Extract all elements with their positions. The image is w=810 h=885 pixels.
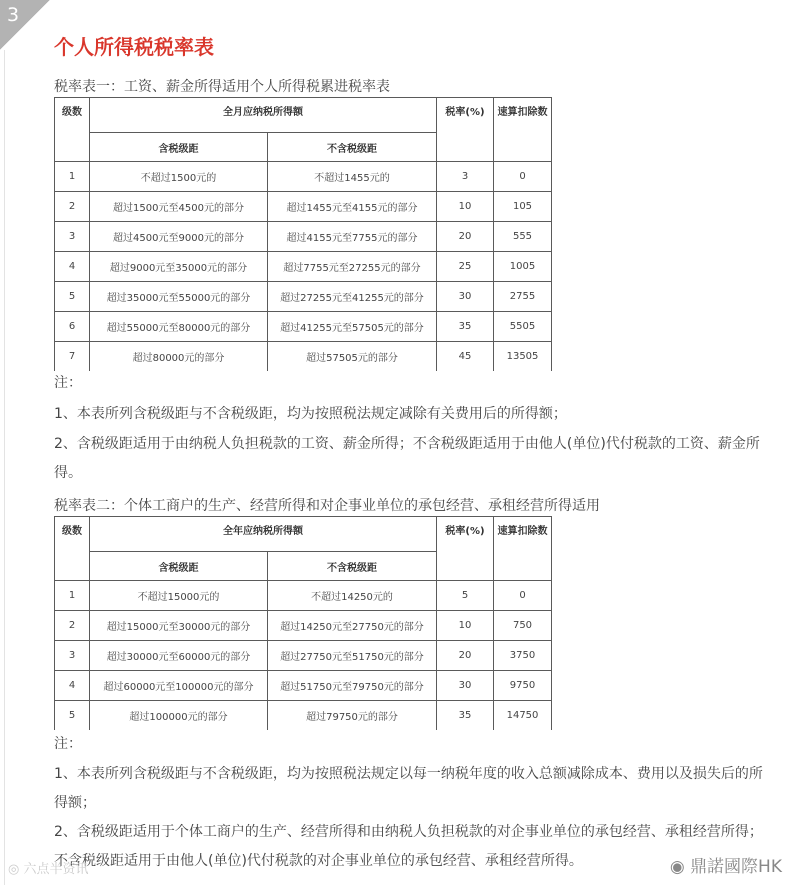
cell-excl: 超过1455元至4155元的部分	[268, 192, 437, 222]
wechat-icon: ◉	[669, 857, 685, 877]
notes2-item-1: 1、本表所列含税级距与不含税级距，均为按照税法规定以每一纳税年度的收入总额减除成本、费用以及损失后的所得额；	[54, 766, 763, 811]
cell-incl: 超过9000元至35000元的部分	[90, 252, 268, 282]
header-deduction: 速算扣除数	[494, 98, 552, 162]
cell-level: 7	[55, 342, 90, 372]
table-row	[55, 252, 552, 282]
cell-level: 5	[55, 701, 90, 731]
cell-rate: 3	[437, 162, 494, 192]
cell-excl: 不超过14250元的	[268, 581, 437, 611]
cell-rate: 10	[437, 192, 494, 222]
cell-incl: 超过15000元至30000元的部分	[90, 611, 268, 641]
page-title: 个人所得税税率表	[54, 35, 214, 59]
cell-excl: 不超过1455元的	[268, 162, 437, 192]
header-rate: 税率(%)	[437, 98, 494, 162]
table-row	[55, 282, 552, 312]
cell-level: 6	[55, 312, 90, 342]
cell-deduct: 3750	[494, 641, 552, 671]
watermark-left	[8, 858, 89, 877]
cell-deduct: 5505	[494, 312, 552, 342]
tax-table-2	[54, 516, 552, 730]
cell-incl: 超过35000元至55000元的部分	[90, 282, 268, 312]
watermark-right	[670, 852, 782, 877]
cell-deduct: 9750	[494, 671, 552, 701]
cell-excl: 超过14250元至27750元的部分	[268, 611, 437, 641]
cell-excl: 超过57505元的部分	[268, 342, 437, 372]
header-income-group: 全年应纳税所得额	[90, 517, 437, 552]
cell-rate: 20	[437, 222, 494, 252]
cell-rate: 45	[437, 342, 494, 372]
cell-incl: 超过100000元的部分	[90, 701, 268, 731]
cell-rate: 30	[437, 282, 494, 312]
notes1-item-2: 2、含税级距适用于由纳税人负担税款的工资、薪金所得；不含税级距适用于由他人(单位)代付税款的工资、薪金所得。	[54, 436, 760, 481]
table-row	[55, 342, 552, 372]
header-tax-exclusive: 不含税级距	[268, 133, 437, 162]
header-rate: 税率(%)	[437, 517, 494, 581]
header-tax-inclusive: 含税级距	[90, 552, 268, 581]
cell-rate: 25	[437, 252, 494, 282]
cell-level: 1	[55, 162, 90, 192]
table-row	[55, 192, 552, 222]
page-number-badge	[0, 0, 50, 50]
cell-excl: 超过7755元至27255元的部分	[268, 252, 437, 282]
watermark-left-text: 六点半资讯	[23, 862, 89, 877]
table-row	[55, 611, 552, 641]
cell-rate: 35	[437, 312, 494, 342]
cell-excl: 超过27750元至51750元的部分	[268, 641, 437, 671]
cell-deduct: 14750	[494, 701, 552, 731]
cell-excl: 超过79750元的部分	[268, 701, 437, 731]
header-level: 级数	[55, 98, 90, 162]
cell-incl: 超过1500元至4500元的部分	[90, 192, 268, 222]
watermark-right-text: 鼎諾國際HK	[690, 857, 782, 877]
cell-level: 5	[55, 282, 90, 312]
table-row	[55, 671, 552, 701]
cell-level: 2	[55, 192, 90, 222]
cell-deduct: 0	[494, 162, 552, 192]
cell-rate: 30	[437, 671, 494, 701]
cell-deduct: 1005	[494, 252, 552, 282]
cell-rate: 20	[437, 641, 494, 671]
cell-incl: 超过55000元至80000元的部分	[90, 312, 268, 342]
cell-level: 1	[55, 581, 90, 611]
cell-deduct: 2755	[494, 282, 552, 312]
table-row	[55, 641, 552, 671]
left-border	[4, 50, 5, 885]
header-deduction: 速算扣除数	[494, 517, 552, 581]
header-level: 级数	[55, 517, 90, 581]
notes2-heading: 注：	[54, 736, 82, 752]
table-row	[55, 222, 552, 252]
table1-caption: 税率表一：工资、薪金所得适用个人所得税累进税率表	[54, 79, 390, 95]
cell-incl: 超过30000元至60000元的部分	[90, 641, 268, 671]
cell-excl: 超过4155元至7755元的部分	[268, 222, 437, 252]
cell-deduct: 13505	[494, 342, 552, 372]
cell-incl: 超过60000元至100000元的部分	[90, 671, 268, 701]
cell-deduct: 750	[494, 611, 552, 641]
cell-rate: 10	[437, 611, 494, 641]
cell-deduct: 555	[494, 222, 552, 252]
cell-rate: 35	[437, 701, 494, 731]
header-tax-exclusive: 不含税级距	[268, 552, 437, 581]
notes1-heading: 注：	[54, 375, 82, 391]
cell-level: 3	[55, 222, 90, 252]
cell-incl: 超过80000元的部分	[90, 342, 268, 372]
cell-deduct: 0	[494, 581, 552, 611]
table2-caption: 税率表二：个体工商户的生产、经营所得和对企事业单位的承包经营、承租经营所得适用	[54, 498, 600, 514]
cell-incl: 超过4500元至9000元的部分	[90, 222, 268, 252]
cell-deduct: 105	[494, 192, 552, 222]
chat-bubble-icon: ◎	[8, 862, 20, 877]
cell-level: 2	[55, 611, 90, 641]
notes1-item-1: 1、本表所列含税级距与不含税级距，均为按照税法规定减除有关费用后的所得额；	[54, 406, 567, 422]
tax-table-1	[54, 97, 552, 371]
header-income-group: 全月应纳税所得额	[90, 98, 437, 133]
page-number: 3	[7, 4, 20, 26]
cell-level: 3	[55, 641, 90, 671]
cell-level: 4	[55, 671, 90, 701]
table-row	[55, 312, 552, 342]
cell-incl: 不超过1500元的	[90, 162, 268, 192]
table-row	[55, 701, 552, 731]
notes2-item-2: 2、含税级距适用于个体工商户的生产、经营所得和由纳税人负担税款的对企事业单位的承包经营、承租经营所得；不含税级距适用于由他人(单位)代付税款的对企事业单位的承包经营、承租经营所得。	[54, 824, 763, 869]
cell-excl: 超过27255元至41255元的部分	[268, 282, 437, 312]
cell-incl: 不超过15000元的	[90, 581, 268, 611]
header-tax-inclusive: 含税级距	[90, 133, 268, 162]
cell-excl: 超过41255元至57505元的部分	[268, 312, 437, 342]
table-row	[55, 581, 552, 611]
cell-excl: 超过51750元至79750元的部分	[268, 671, 437, 701]
table-row	[55, 162, 552, 192]
cell-level: 4	[55, 252, 90, 282]
cell-rate: 5	[437, 581, 494, 611]
